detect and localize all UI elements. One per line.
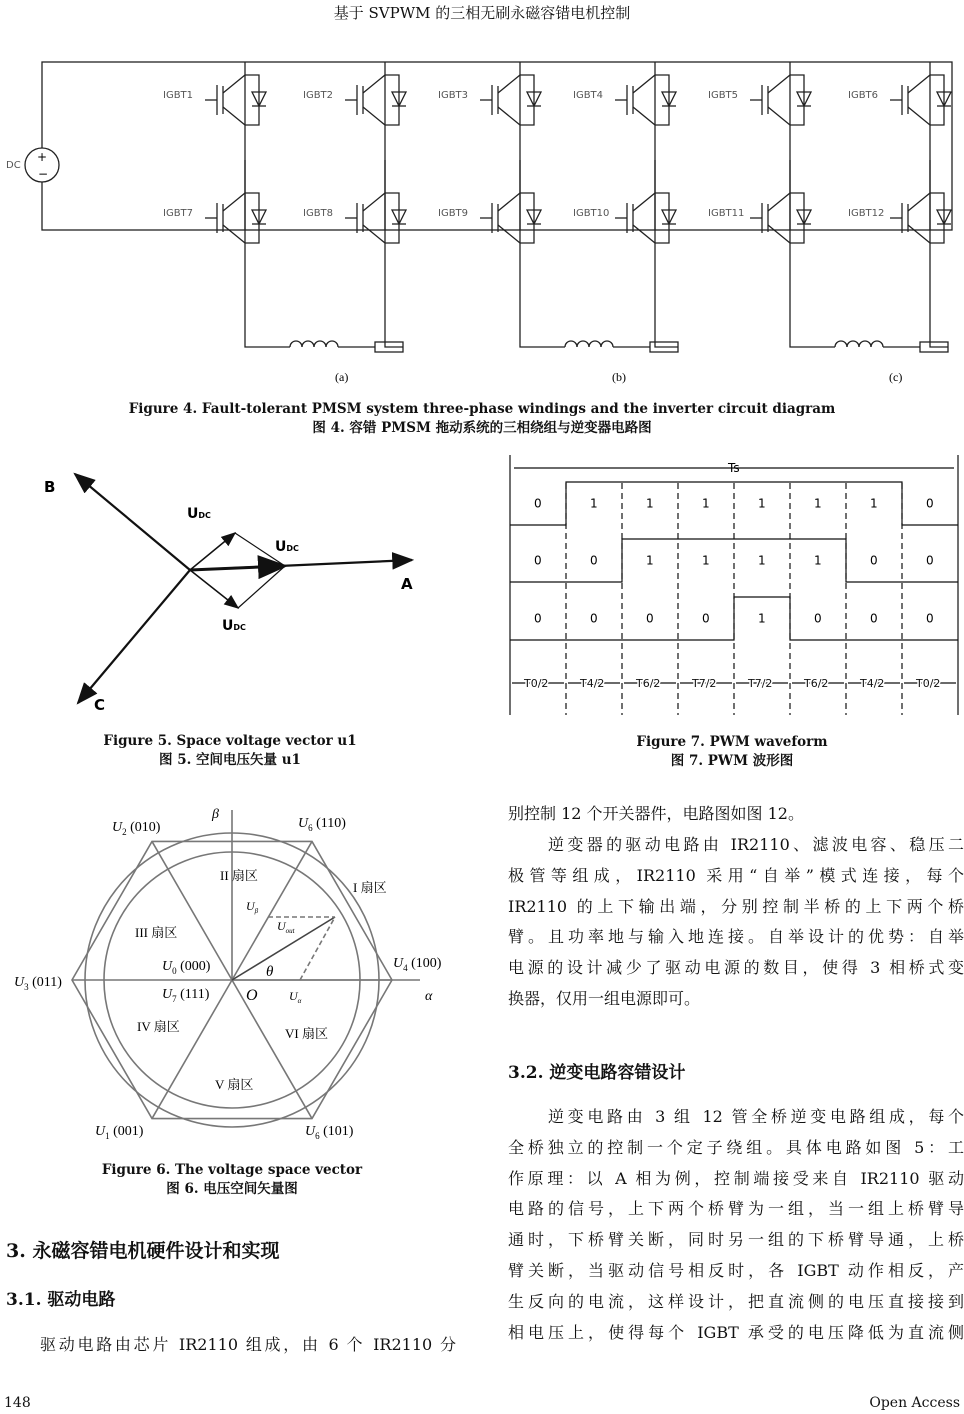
ts-label: Ts: [728, 461, 740, 475]
udc-label: UDC: [222, 618, 246, 634]
interval-label: T0/2: [524, 677, 549, 690]
interval-label: T7/2: [748, 677, 773, 690]
figure6-caption: [0, 1161, 464, 1199]
igbt-label: IGBT4: [573, 90, 604, 101]
paragraph-line: 逆变器的驱动电路由 IR2110、滤波电容、稳压二: [548, 835, 964, 854]
bit-value: 0: [534, 496, 542, 511]
running-header: 基于 SVPWM 的三相无刷永磁容错电机控制: [333, 4, 631, 22]
inductor-icon: [565, 341, 577, 347]
bus-rails: [42, 62, 952, 230]
paragraph-line: 臂关断，当驱动信号相反时，各 IGBT 动作相反，产: [508, 1261, 964, 1280]
igbt-label: IGBT3: [438, 90, 469, 101]
bit-value: 0: [590, 611, 598, 626]
bit-value: 1: [814, 496, 822, 511]
bit-value: 0: [814, 611, 822, 626]
bit-value: 0: [870, 553, 878, 568]
inductor-icon: [847, 341, 859, 347]
vector-label: $U_0$ (000): [162, 959, 211, 976]
paragraph-line: 别控制 12 个开关器件，电路图如图 12。: [508, 804, 804, 823]
paragraph-line: IR2110 的上下输出端，分别控制半桥的上下两个桥: [508, 896, 964, 916]
paragraph-line: 臂。且功率地与输入地连接。自举设计的优势：自举: [508, 927, 964, 947]
vector-label: $U_4$ (100): [393, 956, 442, 973]
vector-label: $U_2$ (010): [112, 820, 161, 837]
igbt-label: IGBT11: [708, 208, 745, 219]
igbt-label: IGBT10: [573, 208, 610, 219]
sector-label: II 扇区: [220, 868, 258, 883]
bit-value: 0: [646, 611, 654, 626]
igbt-label: IGBT9: [438, 208, 469, 219]
theta-label: θ: [266, 964, 274, 980]
svg-text:+: +: [37, 150, 48, 164]
inductor-icon: [601, 341, 613, 347]
interval-label: T6/2: [804, 677, 829, 690]
bit-value: 0: [926, 553, 934, 568]
vector-c: [78, 570, 190, 703]
sector-label: V 扇区: [215, 1077, 254, 1092]
igbt-label: IGBT7: [163, 208, 194, 219]
pwm-phase-waveform: [510, 597, 958, 640]
paragraph-line: 电路的信号，上下两个桥臂为一组，当一组上桥臂导: [508, 1199, 964, 1219]
bit-value: 1: [646, 553, 654, 568]
sector-label: VI 扇区: [285, 1026, 328, 1041]
vector-label: $U_7$ (111): [162, 987, 210, 1004]
vector-label: $U_6$ (110): [298, 816, 346, 833]
bit-value: 1: [758, 553, 766, 568]
origin-label: O: [246, 987, 258, 1004]
inverter-circuit-diagram: [0, 40, 964, 390]
caption-en: Figure 7. PWM waveform: [636, 734, 828, 750]
journal-label: Open Access: [869, 1395, 960, 1411]
paragraph-line: 全桥独立的控制一个定子绕组。具体电路如图 5：工: [508, 1137, 964, 1157]
inductor-icon: [589, 341, 601, 347]
igbt-label: IGBT8: [303, 208, 334, 219]
interval-label: T4/2: [860, 677, 885, 690]
sub-label: (c): [889, 370, 903, 384]
bit-value: 1: [758, 611, 766, 626]
igbt-label: IGBT6: [848, 90, 879, 101]
figure5-caption: [30, 732, 430, 770]
interval-label: T0/2: [916, 677, 941, 690]
vector-b: [75, 474, 190, 570]
vector-label: $U_1$ (001): [95, 1124, 144, 1141]
caption-cn: 图 7. PWM 波形图: [670, 753, 794, 769]
caption-cn: 图 4. 容错 PMSM 拖动系统的三相绕组与逆变器电路图: [312, 420, 652, 436]
label-a: A: [401, 575, 413, 593]
paragraph-line: 逆变电路由 3 组 12 管全桥逆变电路组成，每个: [548, 1107, 964, 1126]
section-heading-3-2: 3.2. 逆变电路容错设计: [508, 1063, 686, 1083]
vector-u1: [190, 566, 285, 570]
interval-label: T6/2: [636, 677, 661, 690]
component-label: $U_\alpha$: [289, 989, 302, 1005]
component-label: $U_{out}$: [277, 919, 295, 935]
basic-vector: [232, 841, 312, 980]
label-b: B: [44, 478, 56, 496]
paragraph-line: 驱动电路由芯片 IR2110 组成，由 6 个 IR2110 分: [40, 1335, 456, 1354]
bit-value: 1: [646, 496, 654, 511]
paragraph-line: 生反向的电流，这样设计，把直流侧的电压直接接到: [508, 1291, 964, 1311]
inductor-icon: [290, 341, 302, 347]
caption-en: Figure 6. The voltage space vector: [101, 1162, 363, 1178]
bit-value: 0: [534, 611, 542, 626]
bit-value: 0: [534, 553, 542, 568]
bit-value: 1: [758, 496, 766, 511]
pwm-waveform-diagram: [500, 455, 964, 715]
vector-label: $U_6$ (101): [305, 1124, 354, 1141]
igbt-label: IGBT1: [163, 90, 194, 101]
sub-label: (a): [335, 370, 349, 384]
page-number: 148: [4, 1395, 31, 1411]
inductor-icon: [835, 341, 847, 347]
inductor-icon: [577, 341, 589, 347]
paragraph-line: 极管等组成，IR2110 采用“自举”模式连接，每个: [508, 865, 964, 885]
inductor-icon: [314, 341, 326, 347]
voltage-space-vector-hexagon: [0, 790, 460, 1150]
udc-label: UDC: [187, 506, 211, 522]
label-c: C: [94, 696, 106, 714]
inductor-icon: [302, 341, 314, 347]
sector-label: I 扇区: [353, 880, 387, 895]
section-heading-3-1: 3.1. 驱动电路: [6, 1290, 116, 1310]
inductor-icon: [871, 341, 883, 347]
caption-en: Figure 4. Fault-tolerant PMSM system three-phase windings and the inverter circuit diagram: [128, 401, 836, 417]
figure7-caption: [500, 733, 964, 771]
figure4-caption: [0, 400, 964, 438]
bit-value: 1: [590, 496, 598, 511]
section-heading-3: 3. 永磁容错电机硬件设计和实现: [6, 1240, 280, 1262]
bit-value: 0: [870, 611, 878, 626]
alpha-label: α: [425, 989, 433, 1004]
svg-text:−: −: [38, 167, 49, 181]
space-voltage-vector-diagram: [30, 458, 420, 720]
component-label: $U_\beta$: [246, 899, 259, 915]
beta-label: β: [212, 807, 219, 822]
igbt-label: IGBT2: [303, 90, 334, 101]
bit-value: 0: [926, 611, 934, 626]
bit-value: 1: [702, 496, 710, 511]
paragraph-line: 换器，仅用一组电源即可。: [508, 989, 701, 1008]
bit-value: 0: [702, 611, 710, 626]
paragraph-line: 通时，下桥臂关断，同时另一组的下桥臂导通，上桥: [508, 1230, 964, 1250]
bit-value: 1: [702, 553, 710, 568]
caption-cn: 图 5. 空间电压矢量 u1: [159, 752, 301, 768]
igbt-label: IGBT5: [708, 90, 739, 101]
bit-value: 1: [870, 496, 878, 511]
inductor-icon: [859, 341, 871, 347]
sector-label: III 扇区: [135, 925, 178, 940]
dc-label: DC: [6, 160, 21, 171]
vector-label: $U_3$ (011): [14, 975, 62, 992]
igbt-label: IGBT12: [848, 208, 885, 219]
paragraph-line: 作原理：以 A 相为例，控制端接受来自 IR2110 驱动: [508, 1168, 964, 1188]
udc-label: UDC: [275, 539, 299, 555]
sector-label: IV 扇区: [137, 1019, 180, 1034]
paragraph-line: 电源的设计减少了驱动电源的数目，使得 3 相桥式变: [508, 958, 964, 978]
paragraph-line: 相电压上，使得每个 IGBT 承受的电压降低为直流侧: [508, 1322, 964, 1342]
caption-cn: 图 6. 电压空间矢量图: [166, 1181, 298, 1197]
bit-value: 0: [926, 496, 934, 511]
bit-value: 1: [814, 553, 822, 568]
interval-label: T4/2: [580, 677, 605, 690]
inductor-icon: [326, 341, 338, 347]
interval-label: T7/2: [692, 677, 717, 690]
sub-label: (b): [612, 370, 626, 384]
bit-value: 0: [590, 553, 598, 568]
caption-en: Figure 5. Space voltage vector u1: [103, 733, 357, 749]
